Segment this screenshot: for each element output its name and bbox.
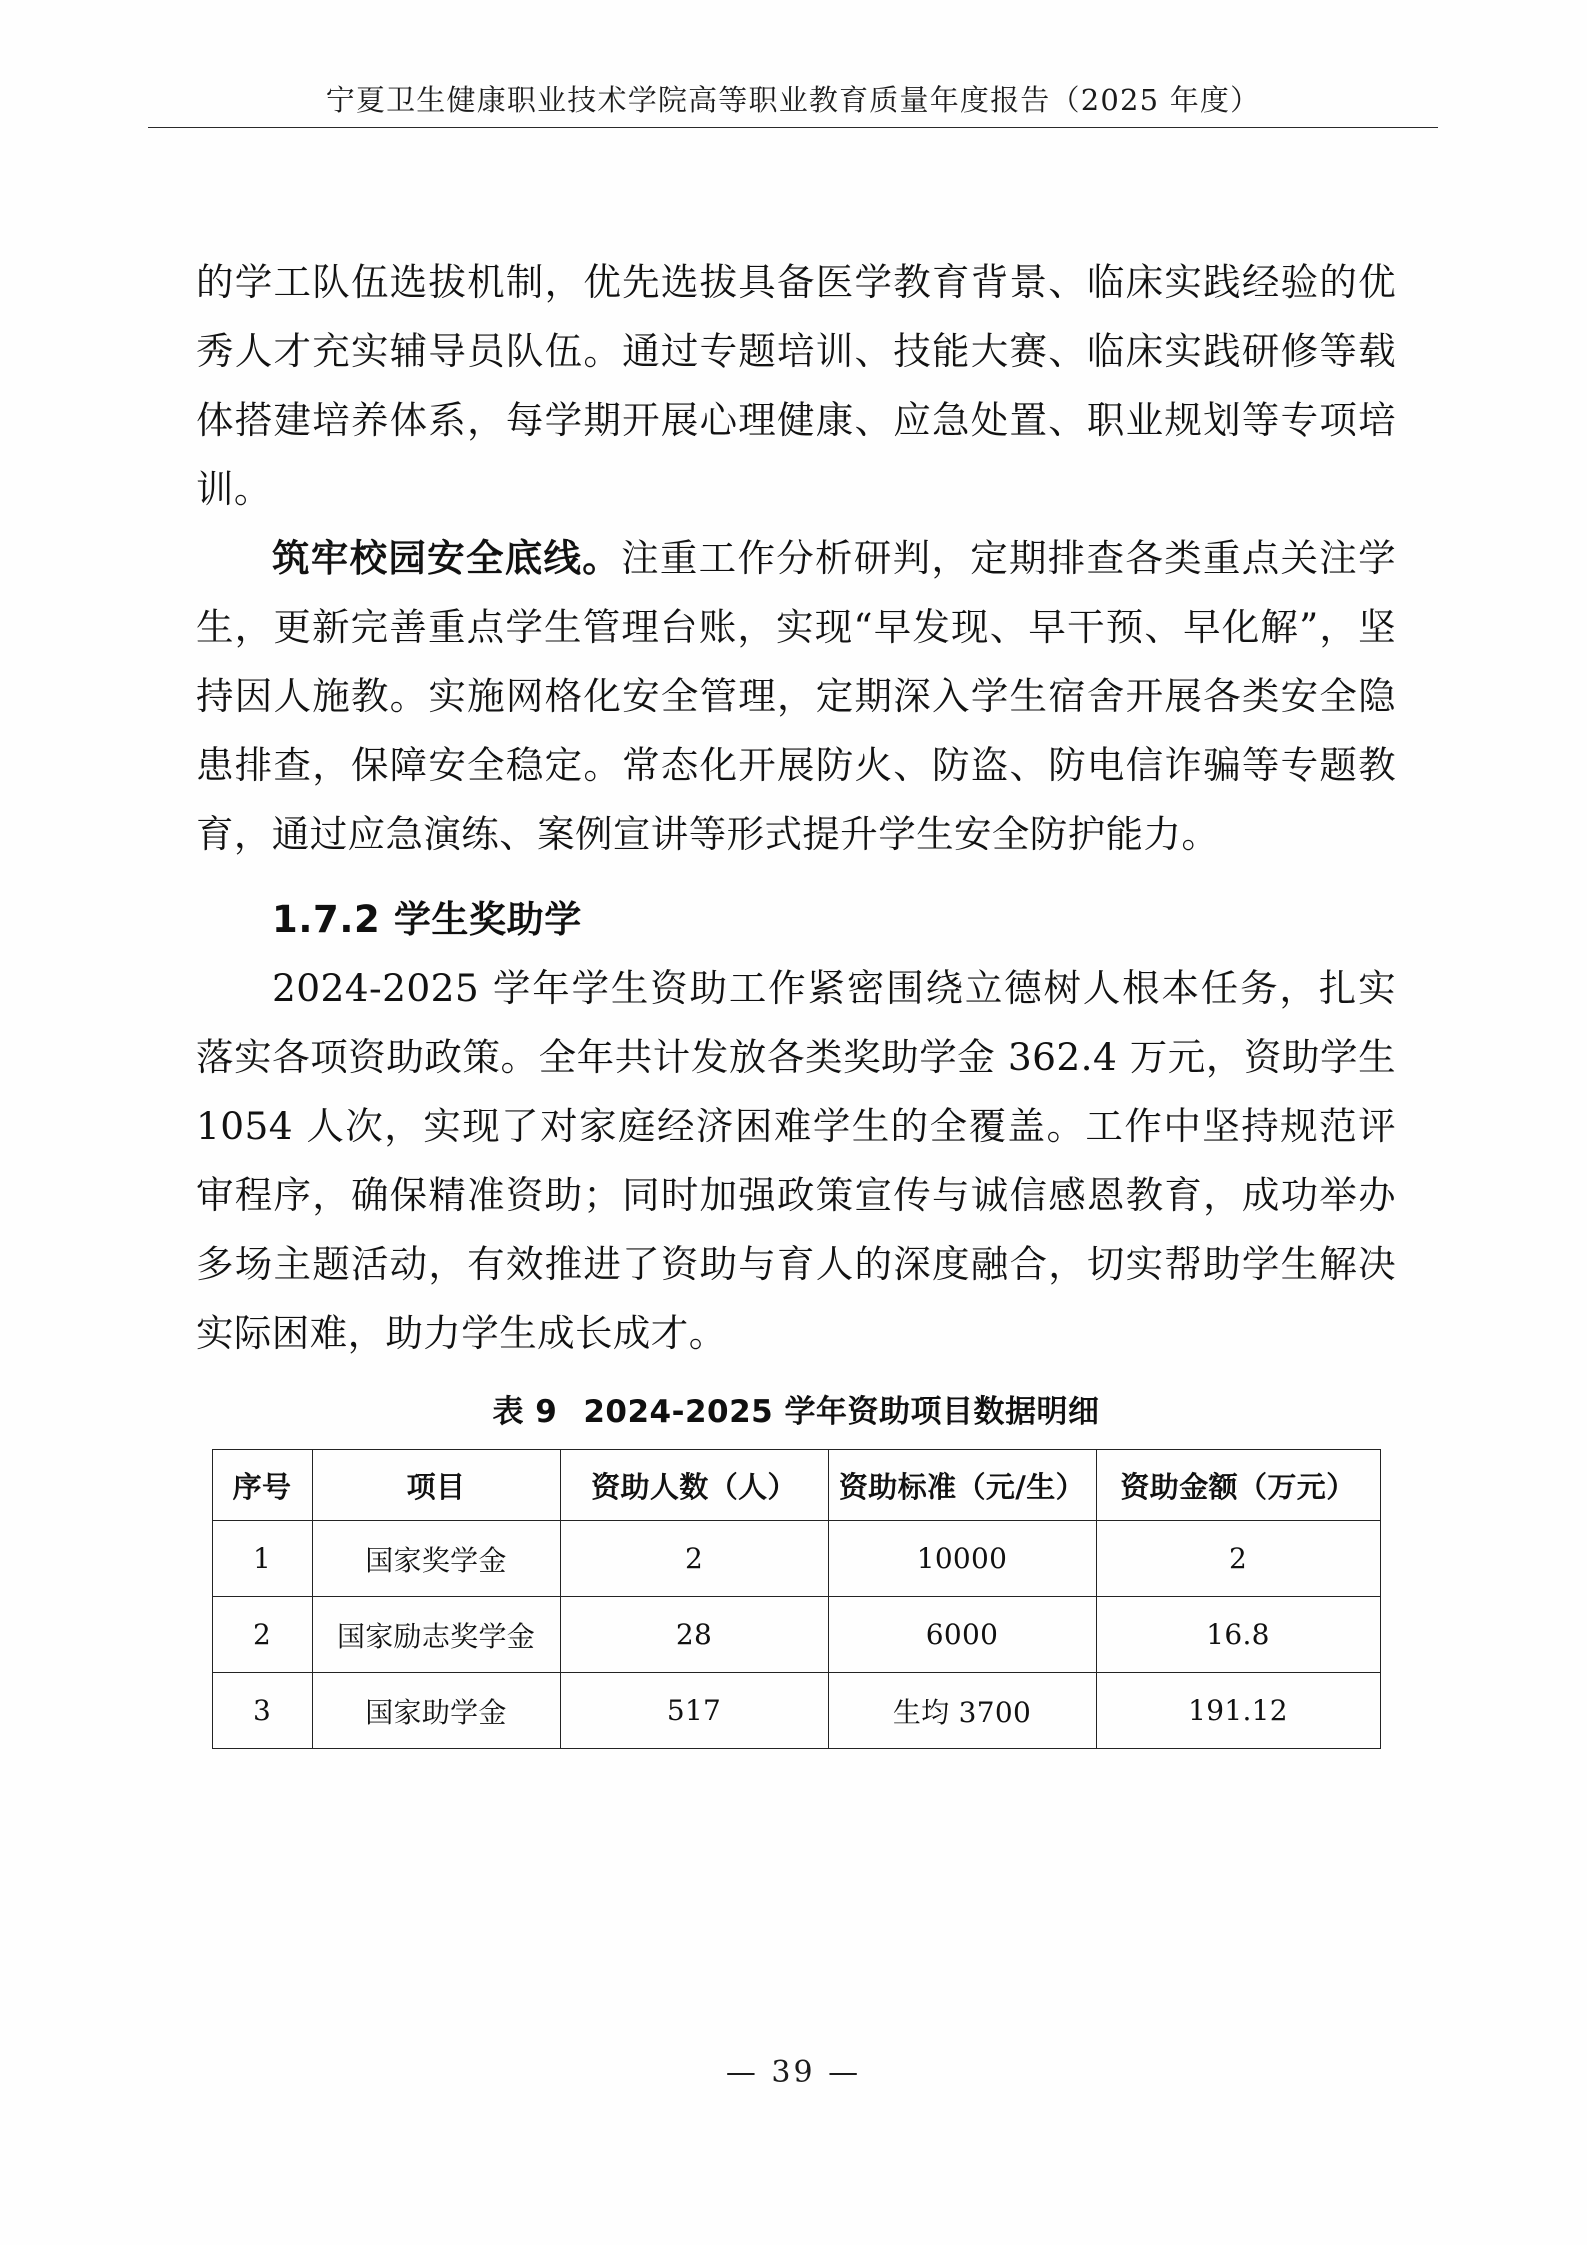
cell-project: 国家奖学金 xyxy=(312,1521,560,1597)
table-row xyxy=(212,1521,1380,1597)
cell-standard: 生均 3700 xyxy=(828,1673,1096,1749)
table-caption-title: 2024-2025 学年资助项目数据明细 xyxy=(583,1394,1100,1430)
cell-standard: 6000 xyxy=(828,1597,1096,1673)
table-body xyxy=(212,1521,1380,1749)
cell-count: 28 xyxy=(560,1597,828,1673)
cell-index: 2 xyxy=(212,1597,312,1673)
funding-data-table xyxy=(212,1449,1381,1749)
paragraph-continuation: 的学工队伍选拔机制，优先选拔具备医学教育背景、临床实践经验的优秀人才充实辅导员队伍。通过专题培训、技能大赛、临床实践研修等载体搭建培养体系，每学期开展心理健康、应急处置、职业规划等专项培训。 xyxy=(196,260,1396,511)
column-header-count: 资助人数（人） xyxy=(560,1450,828,1521)
table-9-container xyxy=(196,1386,1396,1749)
header-divider xyxy=(148,127,1438,128)
cell-project: 国家励志奖学金 xyxy=(312,1597,560,1673)
section-heading-1-7-2: 1.7.2 学生奖助学 xyxy=(272,898,582,941)
cell-standard: 10000 xyxy=(828,1521,1096,1597)
paragraph-body-text: 注重工作分析研判，定期排查各类重点关注学生，更新完善重点学生管理台账，实现“早发现、早干预、早化解”，坚持因人施教。实施网格化安全管理，定期深入学生宿舍开展各类安全隐患排查，保障安全稳定。常态化开展防火、防盗、防电信诈骗等专题教育，通过应急演练、案例宣讲等形式提升学生安全防护能力。 xyxy=(196,536,1396,856)
running-header xyxy=(148,82,1438,128)
table-header-row xyxy=(212,1450,1380,1521)
cell-amount: 2 xyxy=(1096,1521,1380,1597)
running-header-title: 宁夏卫生健康职业技术学院高等职业教育质量年度报告（2025 年度） xyxy=(325,83,1261,117)
paragraph-campus-safety xyxy=(196,524,1396,869)
table-header xyxy=(212,1450,1380,1521)
paragraph-lead-in: 筑牢校园安全底线。 xyxy=(272,536,622,580)
table-row xyxy=(212,1673,1380,1749)
cell-index: 3 xyxy=(212,1673,312,1749)
column-header-amount: 资助金额（万元） xyxy=(1096,1450,1380,1521)
cell-project: 国家助学金 xyxy=(312,1673,560,1749)
page-number: — 39 — xyxy=(725,2055,862,2090)
table-caption-label: 表 9 xyxy=(492,1394,558,1430)
document-body xyxy=(196,248,1396,1749)
column-header-standard: 资助标准（元/生） xyxy=(828,1450,1096,1521)
cell-count: 517 xyxy=(560,1673,828,1749)
cell-amount: 191.12 xyxy=(1096,1673,1380,1749)
cell-index: 1 xyxy=(212,1521,312,1597)
column-header-project: 项目 xyxy=(312,1450,560,1521)
cell-amount: 16.8 xyxy=(1096,1597,1380,1673)
table-row xyxy=(212,1597,1380,1673)
table-caption xyxy=(196,1386,1396,1438)
paragraph-student-aid: 2024-2025 学年学生资助工作紧密围绕立德树人根本任务，扎实落实各项资助政策。全年共计发放各类奖助学金 362.4 万元，资助学生 1054 人次，实现了对家庭经济困难学生的全覆盖。工作中坚持规范评审程序，确保精准资助；同时加强政策宣传与诚信感恩教育，成功举办多场主题活动，有效推进了资助与育人的深度融合，切实帮助学生解决实际困难，助力学生成长成才。 xyxy=(196,966,1396,1355)
column-header-index: 序号 xyxy=(212,1450,312,1521)
cell-count: 2 xyxy=(560,1521,828,1597)
